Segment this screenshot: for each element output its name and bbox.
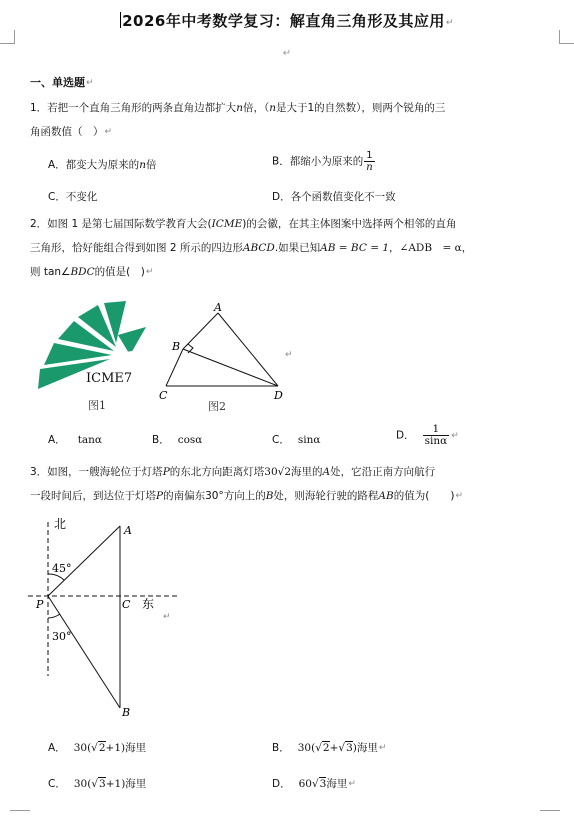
document-title[interactable] (0, 10, 574, 31)
section-heading: 一、单选题↵ (30, 76, 94, 89)
figure-1-icme-logo (28, 295, 158, 420)
corner-mark (559, 43, 574, 44)
corner-mark (540, 810, 560, 811)
q1-option-b[interactable]: B．都缩小为原来的 $\frac{1}{n}$ (272, 150, 373, 173)
question-1-stem: 1．若把一个直角三角形的两条直角边都扩大n倍，（n是大于1的自然数），则两个锐角的三 角函数值（ ）↵ (30, 102, 446, 138)
label-a: A (214, 301, 222, 314)
figure-2-quadrilateral (150, 300, 300, 420)
paragraph-mark-icon: ↵ (104, 127, 113, 137)
logo-text: ICME7 (86, 371, 133, 386)
q1-option-a[interactable]: A．都变大为原来的n倍 (48, 159, 157, 171)
label-c: C (159, 389, 168, 402)
q3-option-a[interactable]: A． 30(√2+1)海里 (48, 742, 147, 754)
q2-option-a[interactable]: A． tanα (48, 434, 103, 446)
title-text: 2026年中考数学复习：解直角三角形及其应用 (122, 12, 445, 30)
corner-mark (10, 810, 30, 811)
q3-option-d[interactable]: D． 60√3海里↵ (272, 778, 356, 790)
text-cursor (120, 12, 121, 28)
label-d: D (274, 389, 283, 402)
q1-option-c[interactable]: C．不变化 (48, 191, 98, 203)
label-p: P (36, 598, 44, 611)
fraction: $\frac{1}{\sin\alpha}$ (424, 423, 448, 447)
q2-option-b[interactable]: B． cosα (152, 434, 203, 446)
angle-label-30: 30° (52, 630, 72, 643)
paragraph-mark-icon: ↵ (282, 48, 292, 59)
q3-option-c[interactable]: C． 30(√3+1)海里 (48, 778, 147, 790)
q2-option-c[interactable]: C． sinα (272, 434, 321, 446)
corner-mark (559, 30, 560, 44)
paragraph-mark-icon: ↵ (86, 78, 94, 88)
label-b: B (172, 340, 181, 353)
label-east: 东 (142, 597, 155, 611)
angle-label-45: 45° (52, 562, 72, 575)
label-c: C (122, 598, 131, 611)
label-b: B (122, 706, 131, 719)
paragraph-mark-icon: ↵ (378, 743, 387, 753)
paragraph-mark-icon: ↵ (451, 430, 459, 441)
paragraph-mark-icon: ↵ (163, 612, 171, 622)
label-a: A (124, 524, 132, 537)
paragraph-mark-icon: ↵ (145, 267, 154, 277)
q2-option-d[interactable]: D． $\frac{1}{\sin\alpha}$ ↵ (396, 423, 459, 447)
fraction: $\frac{1}{n}$ (366, 150, 373, 173)
corner-mark (0, 43, 15, 44)
figure-1-caption: 图1 (88, 399, 106, 412)
question-3-stem: 3．如图，一艘海轮位于灯塔P的东北方向距离灯塔30√2海里的A处，它沿正南方向航行 一段时间后，到达位于灯塔P的南偏东30°方向上的B处，则海轮行驶的路程AB的值为( )↵ (30, 466, 463, 502)
paragraph-mark-icon: ↵ (445, 18, 454, 28)
question-2-stem: 2．如图 1 是第七届国际数学教育大会(ICME)的会徽，在其主体图案中选择两个相邻的直角 三角形，恰好能组合得到如图 2 所示的四边形ABCD.如果已知AB = BC = 1，∠ADB = α， 则 tan∠BDC的值是( )↵ (30, 218, 473, 278)
q3-option-b[interactable]: B． 30(√2+√3)海里↵ (272, 742, 387, 754)
paragraph-mark-icon: ↵ (285, 350, 293, 360)
corner-mark (14, 30, 15, 44)
paragraph-mark-icon: ↵ (348, 779, 356, 789)
figure-2-caption: 图2 (208, 400, 226, 413)
paragraph-mark-icon: ↵ (455, 491, 463, 501)
label-north: 北 (54, 517, 67, 531)
q1-option-d[interactable]: D．各个函数值变化不一致 (272, 191, 396, 203)
